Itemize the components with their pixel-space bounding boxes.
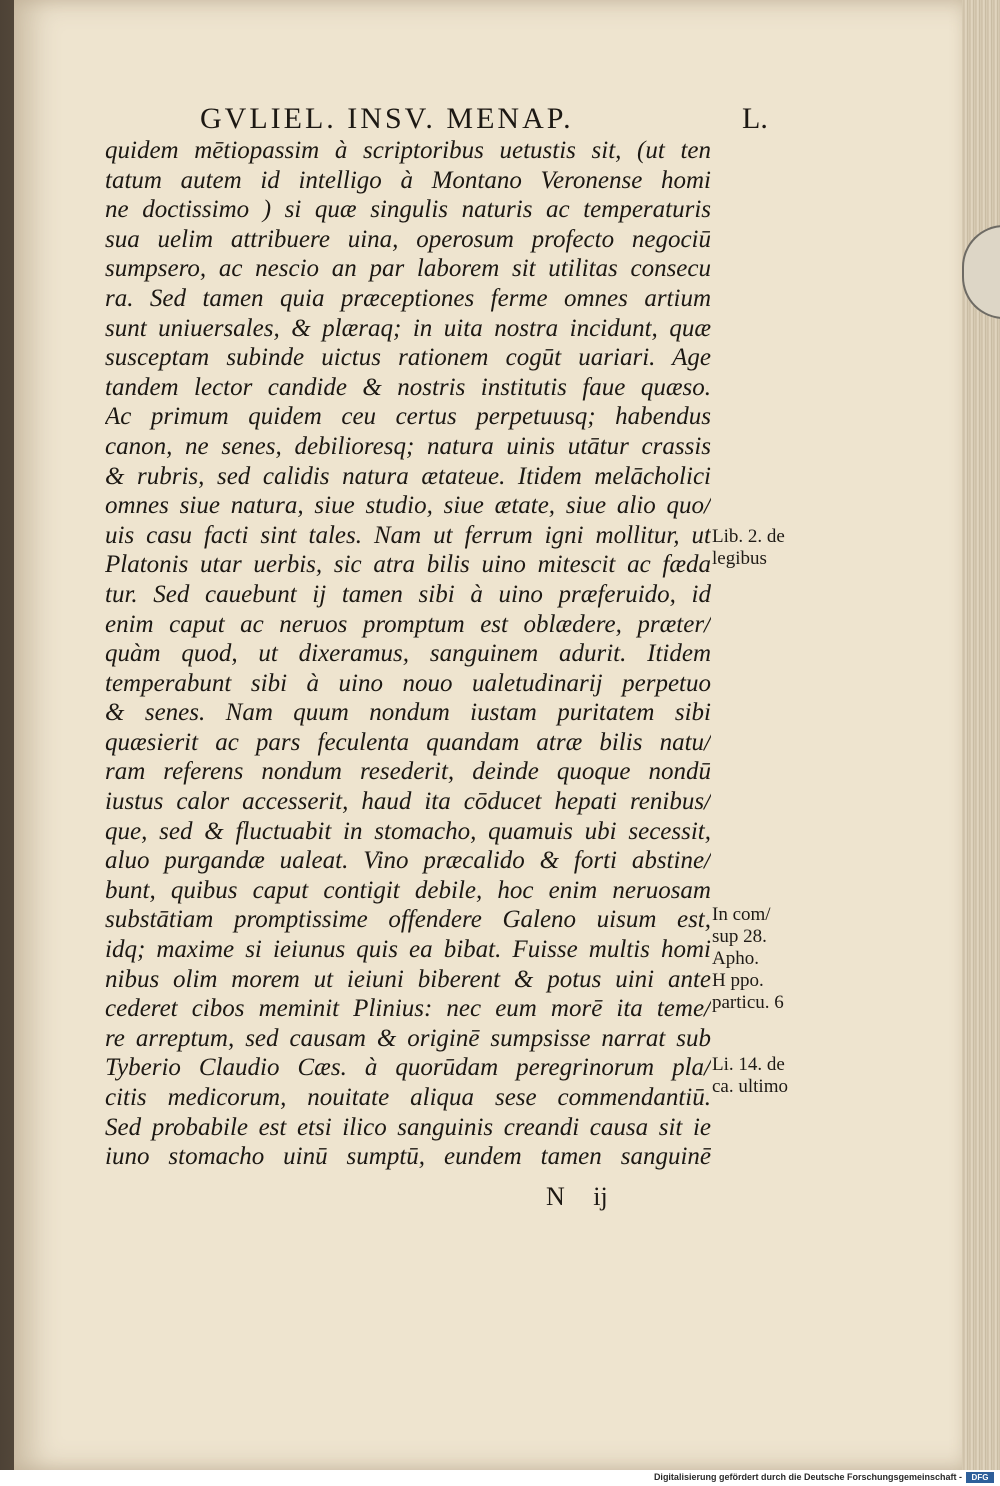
body-line: Sed probabile est etsi ilico sanguinis creandi causa sit ie <box>105 1113 711 1141</box>
body-line: idq; maxime si ieiunus quis ea bibat. Fuisse multis homi <box>105 936 711 964</box>
body-line: citis medicorum, nouitate aliqua sese commendantiū. <box>105 1084 711 1111</box>
running-head: GVLIEL. INSV. MENAP. <box>200 102 574 135</box>
body-line: canon, ne senes, debilioresq; natura uinis utātur crassis <box>105 432 711 460</box>
margin-note-line: In com/ <box>712 904 771 925</box>
margin-note-line: legibus <box>712 548 767 569</box>
body-line: tandem lector candide & nostris institutis faue quæso. <box>105 373 711 401</box>
body-line: sumpsero, ac nescio an par laborem sit utilitas consecu <box>105 255 711 283</box>
body-line: & senes. Nam quum nondum iustam puritatem sibi <box>105 699 711 727</box>
body-line: ram referens nondum resederit, deinde quoque nondū <box>105 758 711 786</box>
body-line: iustus calor accesserit, haud ita cōducet hepati renibus/ <box>105 788 711 816</box>
body-line: sunt uniuersales, & plæraq; in uita nostra incidunt, quæ <box>105 314 711 342</box>
body-line: tatum autem id intelligo à Montano Veronense homi <box>105 166 711 194</box>
margin-note-hippocrates <box>712 904 812 1014</box>
body-line: quàm quod, ut dixeramus, sanguinem adurit. Itidem <box>105 640 711 668</box>
body-line: & rubris, sed calidis natura ætateue. Itidem melācholici <box>105 462 711 490</box>
body-line: Platonis utar uerbis, sic atra bilis uino mitescit ac fæda <box>105 551 711 579</box>
dfg-logo: DFG <box>966 1472 994 1483</box>
body-line: susceptam subinde uictus rationem cogūt uariari. Age <box>105 344 711 372</box>
margin-note-line: sup 28. <box>712 926 767 947</box>
margin-note-line: particu. 6 <box>712 992 784 1013</box>
body-line: ra. Sed tamen quia præceptiones ferme omnes artium <box>105 284 711 312</box>
folio-number: L. <box>742 102 768 135</box>
body-line: temperabunt sibi à uino nouo ualetudinarij perpetuo <box>105 669 711 697</box>
margin-note-line: Li. 14. de <box>712 1054 785 1075</box>
margin-note-line: Apho. <box>712 948 759 969</box>
body-line: iuno stomacho uinū sumptū, eundem tamen sanguinē <box>105 1143 711 1171</box>
body-line: re arreptum, sed causam & originē sumpsisse narrat sub <box>105 1024 711 1052</box>
body-line: tur. Sed cauebunt ij tamen sibi à uino præferuido, id <box>105 580 711 608</box>
body-line: Tyberio Claudio Cæs. à quorūdam peregrinorum pla/ <box>105 1054 711 1082</box>
body-text <box>105 136 711 1172</box>
margin-note-laws <box>712 526 812 570</box>
body-line: quidem mētiopassim à scriptoribus uetustis sit, (ut ten <box>105 137 711 164</box>
signature-letter: N <box>546 1182 565 1211</box>
body-line: Ac primum quidem ceu certus perpetuusq; habendus <box>105 403 711 431</box>
body-line: ne doctissimo ) si quæ singulis naturis ac temperaturis <box>105 196 711 224</box>
signature-number: ij <box>593 1182 608 1211</box>
body-line: quæsierit ac pars feculenta quandam atræ bilis natu/ <box>105 728 711 756</box>
margin-note-line: ca. ultimo <box>712 1076 788 1097</box>
body-line: que, sed & fluctuabit in stomacho, quamuis ubi secessit, <box>105 817 711 845</box>
body-line: uis casu facti sint tales. Nam ut ferrum igni mollitur, ut <box>105 521 711 549</box>
body-line: nibus olim morem ut ieiuni biberent & potus uini ante <box>105 965 711 993</box>
page-edges <box>962 0 1000 1470</box>
body-line: omnes siue natura, siue studio, siue ætate, siue alio quo/ <box>105 492 711 520</box>
body-line: cederet cibos meminit Plinius: nec eum morē ita teme/ <box>105 995 711 1023</box>
margin-note-line: Lib. 2. de <box>712 526 785 547</box>
body-line: bunt, quibus caput contigit debile, hoc enim neruosam <box>105 876 711 904</box>
body-line: aluo purgandæ ualeat. Vino præcalido & forti abstine/ <box>105 847 711 875</box>
signature-mark <box>546 1182 608 1212</box>
body-line: sua uelim attribuere uina, operosum profecto negociū <box>105 225 711 253</box>
margin-note-line: H ppo. <box>712 970 764 991</box>
margin-note-pliny <box>712 1054 812 1098</box>
digitization-credit: Digitalisierung gefördert durch die Deutsche Forschungsgemeinschaft - <box>653 1472 962 1482</box>
body-line: substātiam promptissime offendere Galeno uisum est, <box>105 906 711 934</box>
body-line: enim caput ac neruos promptum est oblædere, præter/ <box>105 610 711 638</box>
